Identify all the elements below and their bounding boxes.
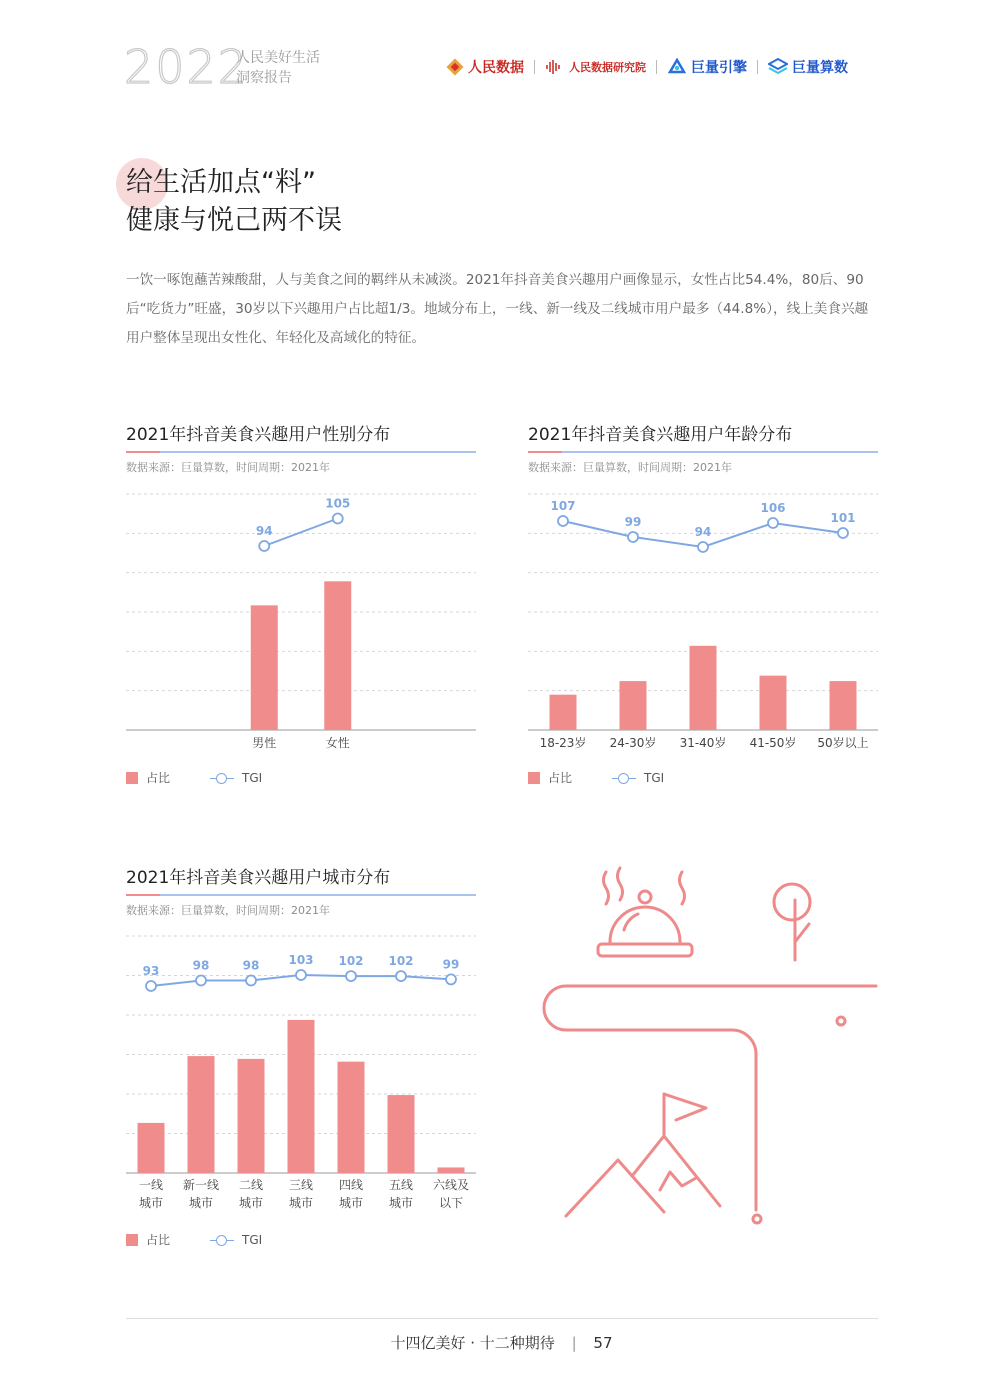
soundwave-icon (545, 59, 565, 75)
x-tick-label: 18-23岁 (539, 736, 587, 750)
x-tick-label: 女性 (325, 736, 350, 750)
tgi-data-label: 102 (388, 954, 414, 969)
tgi-data-label: 99 (624, 515, 642, 529)
city-chart-block (126, 863, 476, 918)
tgi-data-label: 102 (338, 954, 364, 969)
bar (690, 646, 717, 730)
ocean-engine-logo (667, 57, 747, 77)
footer-separator: | (571, 1334, 577, 1352)
tgi-point (698, 542, 708, 552)
report-title-line1: 人民美好生活 (236, 50, 320, 66)
partner-logos (446, 54, 848, 80)
legend-tgi-label: TGI (242, 770, 263, 785)
dot-marker (837, 1017, 845, 1025)
tgi-line (264, 519, 338, 547)
ocean-arithmetic-icon (768, 58, 788, 76)
tgi-data-label: 105 (325, 496, 351, 511)
tgi-point (396, 971, 406, 981)
footer-divider (126, 1318, 878, 1319)
tgi-point (558, 516, 568, 526)
winding-road (544, 986, 876, 1210)
tgi-data-label: 98 (192, 958, 210, 973)
footer-text: 十四亿美好 · 十二种期待 (390, 1334, 555, 1352)
steam-icon (680, 872, 685, 904)
chart-source: 数据来源：巨量算数，时间周期：2021年 (528, 461, 732, 474)
people-data-institute-logo (545, 59, 646, 75)
bar (238, 1059, 265, 1173)
x-tick-label: 新一线城市 (182, 1178, 220, 1210)
bar (251, 605, 278, 730)
chart-source: 数据来源：巨量算数，时间周期：2021年 (126, 904, 330, 917)
ocean-engine-icon (667, 58, 687, 76)
tgi-point (296, 970, 306, 980)
tgi-point (346, 971, 356, 981)
x-tick-label: 六线及以下 (432, 1178, 470, 1210)
tgi-point (246, 976, 256, 986)
bar (620, 681, 647, 730)
gender-chart-block (126, 420, 476, 475)
gender-chart-legend (126, 769, 262, 786)
legend-share-swatch (528, 772, 540, 784)
bar (760, 676, 787, 730)
section-title (126, 164, 342, 240)
legend-share-label: 占比 (548, 771, 573, 785)
tgi-point (838, 528, 848, 538)
bar (830, 681, 857, 730)
chart-title-rule (126, 894, 476, 896)
bar (188, 1056, 215, 1173)
x-tick-label: 四线城市 (338, 1178, 364, 1210)
city-chart-legend (126, 1231, 262, 1248)
page-number: 57 (593, 1334, 613, 1352)
mountain-flag-icon (566, 1094, 720, 1216)
city-chart (126, 930, 476, 1220)
bar (324, 581, 351, 730)
tgi-data-label: 93 (142, 964, 160, 978)
tree-icon (774, 884, 810, 960)
people-data-logo-icon (446, 58, 464, 76)
steam-icon (604, 872, 609, 904)
tgi-data-label: 103 (288, 953, 314, 967)
legend-share-label: 占比 (146, 771, 171, 785)
x-tick-label: 41-50岁 (749, 736, 797, 750)
x-tick-label: 男性 (252, 736, 277, 750)
people-data-logo-text: 人民数据 (468, 60, 524, 76)
age-chart-block (528, 420, 878, 475)
food-journey-illustration (520, 860, 890, 1230)
chart-title-rule (528, 451, 878, 453)
legend-tgi-swatch (612, 772, 636, 784)
bar (288, 1020, 315, 1173)
steam-icon (618, 868, 623, 900)
section-title-line2: 健康与悦己两不误 (126, 205, 342, 236)
page-footer (0, 1332, 1003, 1353)
tgi-point (628, 532, 638, 542)
legend-share-swatch (126, 1234, 138, 1246)
gender-chart (126, 488, 476, 758)
chart-title: 2021年抖音美食兴趣用户性别分布 (126, 425, 391, 445)
ocean-engine-logo-text: 巨量引擎 (691, 60, 747, 76)
intro-paragraph: 一饮一啄饱蘸苦辣酸甜，人与美食之间的羁绊从未减淡。2021年抖音美食兴趣用户画像显示，女性占比54.4%，80后、90后“吃货力”旺盛，30岁以下兴趣用户占比超1/3。地域分布上，一线、新一线及二线城市用户最多（44.8%），线上美食兴趣用户整体呈现出女性化、年轻化及高域化的特征。 (126, 272, 869, 346)
legend-tgi-swatch (210, 772, 234, 784)
chart-title: 2021年抖音美食兴趣用户城市分布 (126, 868, 391, 888)
tgi-data-label: 98 (242, 958, 260, 973)
tgi-point (333, 514, 343, 524)
chart-title-rule (126, 451, 476, 453)
legend-share-swatch (126, 772, 138, 784)
bar (550, 695, 577, 730)
chart-source: 数据来源：巨量算数，时间周期：2021年 (126, 461, 330, 474)
tgi-point (259, 541, 269, 551)
legend-tgi-label: TGI (644, 770, 665, 785)
x-tick-label: 五线城市 (388, 1178, 414, 1210)
tgi-point (146, 981, 156, 991)
tgi-data-label: 106 (760, 501, 786, 515)
tgi-point (768, 518, 778, 528)
bar (388, 1095, 415, 1173)
ocean-arithmetic-logo-text: 巨量算数 (792, 60, 848, 76)
x-tick-label: 三线城市 (288, 1178, 314, 1210)
tgi-data-label: 101 (830, 511, 856, 525)
legend-share-label: 占比 (146, 1233, 171, 1247)
section-title-line1: 给生活加点“料” (126, 167, 316, 198)
logo-separator (656, 60, 657, 74)
x-tick-label: 24-30岁 (609, 736, 657, 750)
x-tick-label: 一线城市 (138, 1178, 164, 1210)
tgi-data-label: 94 (255, 524, 273, 538)
tgi-data-label: 99 (442, 957, 460, 972)
tgi-point (446, 974, 456, 984)
age-chart (528, 488, 878, 758)
report-year: 2022 (124, 40, 250, 94)
report-title (236, 48, 320, 88)
people-data-logo (446, 57, 524, 77)
x-tick-label: 二线城市 (238, 1178, 264, 1210)
x-tick-label: 31-40岁 (679, 736, 727, 750)
people-data-institute-logo-text: 人民数据研究院 (569, 61, 646, 74)
age-chart-legend (528, 769, 664, 786)
tgi-point (196, 976, 206, 986)
tgi-data-label: 107 (550, 499, 576, 513)
ocean-arithmetic-logo (768, 57, 848, 77)
logo-separator (757, 60, 758, 74)
food-cloche-icon (598, 891, 692, 956)
logo-separator (534, 60, 535, 74)
bar (338, 1062, 365, 1173)
x-tick-label: 50岁以上 (817, 736, 869, 750)
road-end-marker (753, 1215, 761, 1223)
legend-tgi-swatch (210, 1234, 234, 1246)
tgi-data-label: 94 (694, 525, 712, 539)
bar (438, 1167, 465, 1173)
report-title-line2: 洞察报告 (236, 70, 292, 86)
bar (138, 1123, 165, 1173)
chart-title: 2021年抖音美食兴趣用户年龄分布 (528, 425, 793, 445)
legend-tgi-label: TGI (242, 1232, 263, 1247)
